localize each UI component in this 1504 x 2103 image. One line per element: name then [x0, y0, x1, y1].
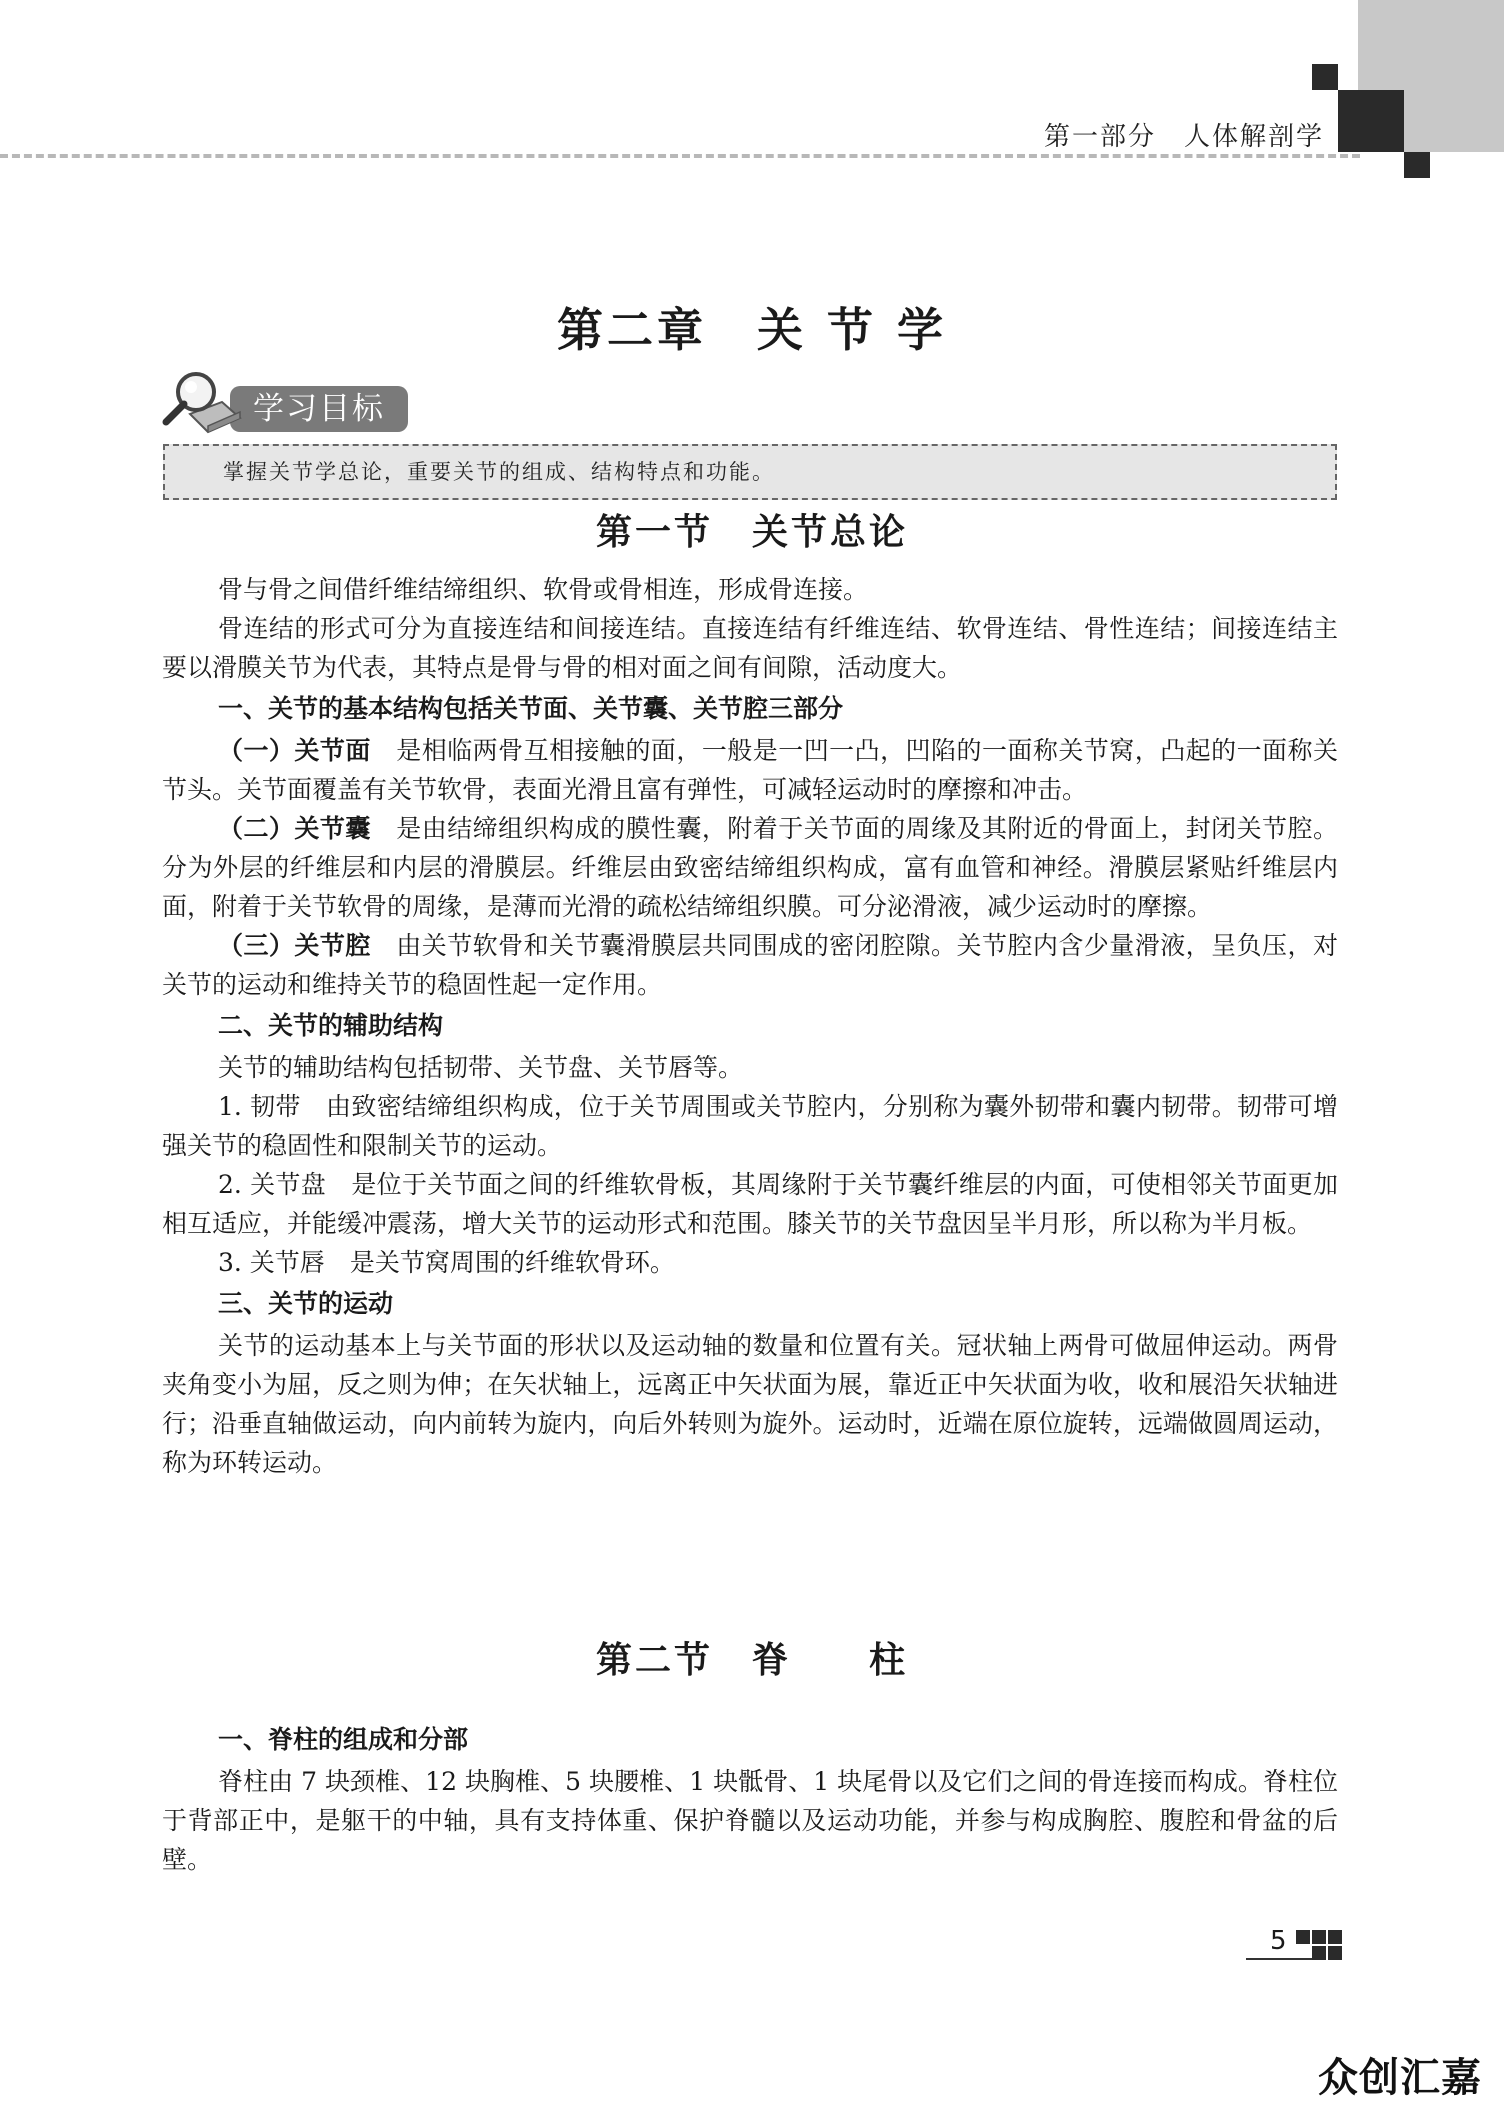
- chapter-title: 第二章 关 节 学: [556, 303, 948, 357]
- magnifier-book-icon: [160, 366, 250, 436]
- paragraph: [162, 731, 1338, 809]
- term-text: 由致密结缔组织构成，位于关节周围或关节腔内，分别称为囊外韧带和囊内韧带。韧带可增强关节的稳固性和限制关节的运动。: [162, 1092, 1338, 1160]
- paragraph: 关节的辅助结构包括韧带、关节盘、关节唇等。: [218, 1053, 744, 1082]
- subheading: 一、关节的基本结构包括关节面、关节囊、关节腔三部分: [218, 694, 844, 723]
- subheading: 二、关节的辅助结构: [218, 1011, 444, 1040]
- term-text: 是关节窝周围的纤维软骨环。: [349, 1248, 675, 1277]
- objectives-badge-label: 学习目标: [230, 386, 408, 432]
- term: 1. 韧带: [218, 1092, 301, 1121]
- header-part: 第一部分: [1043, 122, 1156, 152]
- section-2-body: [162, 1718, 1338, 1879]
- paragraph: [162, 1243, 1338, 1282]
- paragraph: 骨连结的形式可分为直接连结和间接连结。直接连结有纤维连结、软骨连结、骨性连结；间接连结主要以滑膜关节为代表，其特点是骨与骨的相对面之间有间隙，活动度大。: [162, 614, 1338, 682]
- paragraph: 脊柱由 7 块颈椎、12 块胸椎、5 块腰椎、1 块骶骨、1 块尾骨以及它们之间的骨连接而构成。脊柱位于背部正中，是躯干的中轴，具有支持体重、保护脊髓以及运动功能，并参与构成胸腔、腹腔和骨盆的后壁。: [162, 1767, 1338, 1874]
- term-text: 是相临两骨互相接触的面，一般是一凹一凸，凹陷的一面称关节窝，凸起的一面称关节头。关节面覆盖有关节软骨，表面光滑且富有弹性，可减轻运动时的摩擦和冲击。: [162, 736, 1338, 804]
- section-1-title: 第一节 关节总论: [595, 511, 908, 553]
- running-header: [1044, 116, 1324, 153]
- paragraph: [162, 1165, 1338, 1243]
- paragraph: [162, 926, 1338, 1004]
- term-text: 是位于关节面之间的纤维软骨板，其周缘附于关节囊纤维层的内面，可使相邻关节面更加相互适应，并能缓冲震荡，增大关节的运动形式和范围。膝关节的关节盘因呈半月形，所以称为半月板。: [162, 1170, 1338, 1238]
- header-subject: 人体解剖学: [1183, 122, 1324, 152]
- header-square: [1338, 90, 1404, 152]
- footer-square: [1296, 1930, 1310, 1944]
- subheading: 一、脊柱的组成和分部: [218, 1725, 469, 1754]
- objectives-badge: [160, 366, 420, 436]
- header-dashed-rule: [0, 154, 1360, 158]
- term: （一）关节面: [218, 736, 371, 765]
- section-1-body: [162, 570, 1338, 1482]
- footer-square: [1328, 1930, 1342, 1944]
- paragraph: 骨与骨之间借纤维结缔组织、软骨或骨相连，形成骨连接。: [218, 575, 869, 604]
- footer-square: [1312, 1946, 1326, 1960]
- paragraph: 关节的运动基本上与关节面的形状以及运动轴的数量和位置有关。冠状轴上两骨可做屈伸运动。两骨夹角变小为屈，反之则为伸；在矢状轴上，远离正中矢状面为展，靠近正中矢状面为收，收和展沿矢状轴进行；沿垂直轴做运动，向内前转为旋内，向后外转则为旋外。运动时，近端在原位旋转，远端做圆周运动，称为环转运动。: [162, 1331, 1338, 1477]
- subheading: 三、关节的运动: [218, 1289, 394, 1318]
- header-square: [1404, 152, 1430, 178]
- header-square: [1312, 64, 1338, 90]
- paragraph: [162, 1087, 1338, 1165]
- paragraph: [162, 809, 1338, 926]
- term-text: 由关节软骨和关节囊滑膜层共同围成的密闭腔隙。关节腔内含少量滑液，呈负压，对关节的运动和维持关节的稳固性起一定作用。: [162, 931, 1338, 999]
- page-number-rule: [1246, 1958, 1320, 1960]
- footer-square: [1312, 1930, 1326, 1944]
- term: （二）关节囊: [218, 814, 371, 843]
- footer-square: [1328, 1946, 1342, 1960]
- term: 3. 关节唇: [218, 1248, 325, 1277]
- term: 2. 关节盘: [218, 1170, 327, 1199]
- term-text: 是由结缔组织构成的膜性囊，附着于关节面的周缘及其附近的骨面上，封闭关节腔。分为外层的纤维层和内层的滑膜层。纤维层由致密结缔组织构成，富有血管和神经。滑膜层紧贴纤维层内面，附着于关节软骨的周缘，是薄而光滑的疏松结缔组织膜。可分泌滑液，减少运动时的摩擦。: [162, 814, 1338, 921]
- section-2-title: 第二节 脊 柱: [595, 1639, 908, 1681]
- watermark: 众创汇嘉: [1318, 2055, 1482, 2101]
- objectives-box: 掌握关节学总论，重要关节的组成、结构特点和功能。: [163, 444, 1337, 500]
- term: （三）关节腔: [218, 931, 371, 960]
- page-number: 5: [1270, 1926, 1287, 1956]
